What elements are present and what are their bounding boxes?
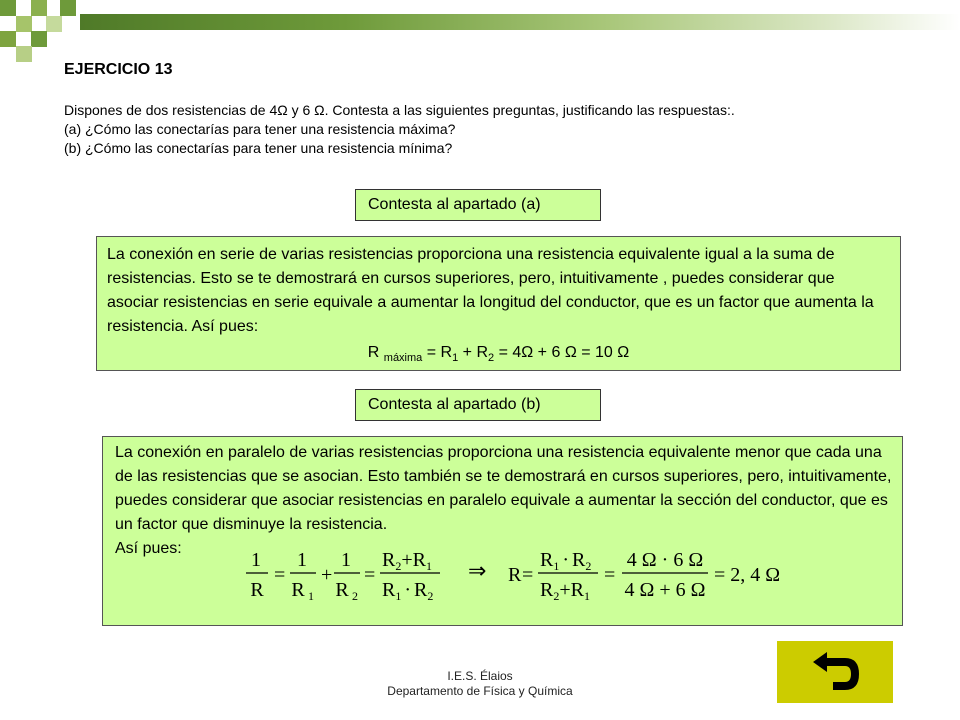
corner-square	[46, 16, 62, 32]
answer-b-text: La conexión en paralelo de varias resistencias proporciona una resistencia equivalente menor que cada una de las resistencias que se asocian. Esto también se te demostrará en cursos superiores, pero, intuitivamente, puedes considerar que asociar resistencias en paralelo equivale a aumentar la sección del conductor, que es un factor que disminuye la resistencia.	[115, 444, 892, 533]
question-b: (b) ¿Cómo las conectarías para tener una resistencia mínima?	[64, 140, 453, 156]
answer-b-button-label: Contesta al apartado (b)	[368, 396, 541, 413]
frac-den: 4 Ω + 6 Ω	[624, 579, 706, 601]
equals-sign: =	[604, 564, 616, 586]
equals-sign: =	[522, 564, 534, 586]
corner-square	[16, 46, 32, 62]
corner-square	[31, 0, 47, 16]
answer-a-button-label: Contesta al apartado (a)	[368, 196, 541, 213]
corner-square	[0, 0, 16, 16]
frac-den: R	[508, 564, 522, 586]
school-name: I.E.S. Élaios	[447, 669, 513, 683]
frac-den: $R_1 \cdot R_2$	[382, 579, 434, 603]
answer-a-box	[96, 236, 901, 371]
corner-square	[60, 0, 76, 16]
corner-square	[16, 16, 32, 32]
back-button[interactable]	[777, 641, 893, 703]
corner-square	[0, 31, 16, 47]
frac-num: $R_1 \cdot R_2$	[540, 549, 592, 573]
frac-den: R	[250, 579, 264, 601]
exercise-statement	[64, 101, 735, 158]
frac-num: $R_2+R_1$	[382, 549, 432, 573]
implies-icon: ⇒	[468, 558, 487, 583]
frac-den: $R_2+R_1$	[540, 579, 590, 603]
frac-num: 1	[297, 549, 307, 571]
answer-a-button[interactable]	[355, 189, 601, 221]
question-a: (a) ¿Cómo las conectarías para tener una resistencia máxima?	[64, 121, 456, 137]
frac-num: 1	[251, 549, 261, 571]
equals-sign: =	[274, 564, 286, 586]
parallel-resistance-formula	[240, 538, 800, 608]
department-name: Departamento de Física y Química	[387, 684, 573, 698]
corner-square	[31, 31, 47, 47]
frac-den: R	[335, 579, 349, 601]
return-arrow-icon	[807, 650, 863, 694]
frac-num: 1	[341, 549, 351, 571]
equals-sign: =	[364, 564, 376, 586]
answer-b-button[interactable]	[355, 389, 601, 421]
answer-a-text: La conexión en serie de varias resistencias proporciona una resistencia equivalente igual a la suma de resistencias. Esto se te demostrará en cursos superiores, pero, intuitivamente , puedes considerar que asociar resistencias en serie equivale a aumentar la longitud del conductor, que es un factor que aumenta la resistencia. Así pues:	[107, 246, 874, 335]
max-resistance-formula: R $_{máxima} = R_1 + R_2 = 4\Omega + 6$ Ω = 10 Ω	[367, 344, 630, 365]
subscript: 2	[352, 589, 358, 603]
header-gradient-bar	[80, 14, 960, 30]
result: = 2, 4 Ω	[714, 564, 781, 586]
frac-num: 4 Ω · 6 Ω	[626, 549, 704, 571]
exercise-title: EJERCICIO 13	[64, 61, 173, 78]
statement-line: Dispones de dos resistencias de 4Ω y 6 Ω. Contesta a las siguientes preguntas, justificando las respuestas:.	[64, 102, 735, 118]
plus-sign: +	[321, 564, 333, 586]
frac-den: R	[291, 579, 305, 601]
asi-pues-label: Así pues:	[115, 540, 182, 557]
footer	[330, 669, 630, 699]
subscript: 1	[308, 589, 314, 603]
